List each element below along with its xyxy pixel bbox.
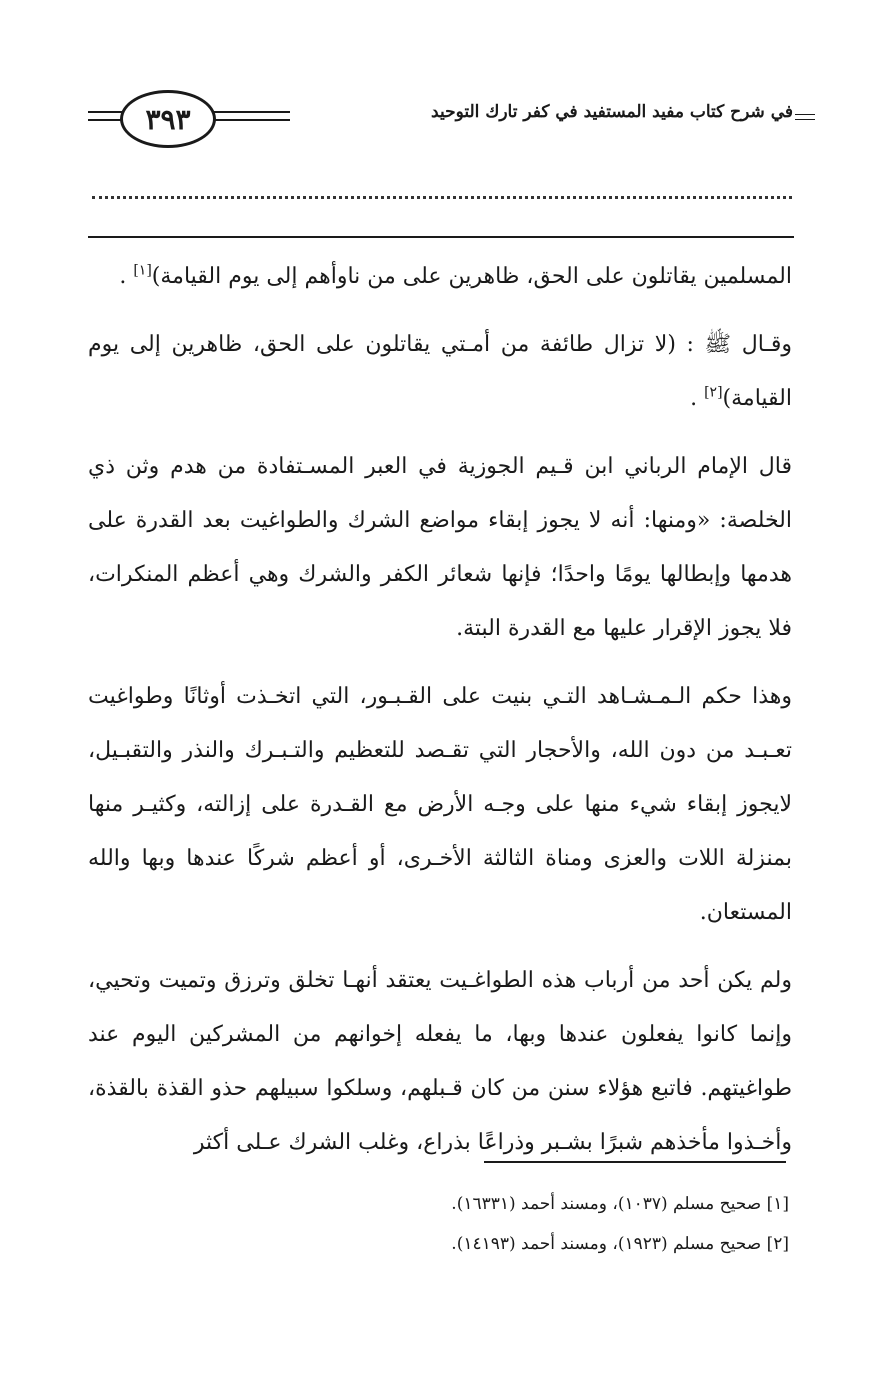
header-rule-right: [795, 114, 815, 120]
text-line: وقـال ﷺ : (لا تزال طائفة من أمـتي يقاتلون على الحق، ظاهرين إلى يوم: [88, 332, 792, 357]
paragraph: [88, 954, 792, 1170]
page-header: [0, 82, 879, 162]
header-rule-left: [88, 111, 122, 121]
text-line: فلا يجوز الإقرار عليها مع القدرة البتة.: [456, 616, 792, 641]
footnote-ref[interactable]: [١]: [133, 262, 152, 279]
main-text: [88, 250, 792, 1170]
footnote: [٢] صحيح مسلم (١٩٢٣)، ومسند أحمد (١٤١٩٣).: [451, 1234, 789, 1254]
text-line: وهذا حكم الـمـشـاهد التـي بنيت على القـبـور، التي اتخـذت أوثانًا: [183, 684, 792, 709]
paragraph: [88, 440, 792, 656]
page-number: ٣٩٣: [120, 90, 216, 148]
footnote: [١] صحيح مسلم (١٠٣٧)، ومسند أحمد (١٦٣٣١).: [451, 1194, 789, 1214]
text-line: قال الإمام الرباني ابن قـيم الجوزية في العبر المسـتفادة من هدم وثن ذي: [88, 454, 792, 479]
text-line: عند طواغيتهم. فاتبع هؤلاء سنن من كان قـبلهم، وسلكوا سبيلهم حذو القذة: [88, 1022, 792, 1101]
text-line: والتقبـيل، لايجوز إبقاء شيء منها على وجـه الأرض مع القـدرة على إزالته،: [88, 738, 793, 817]
paragraph: [88, 670, 792, 940]
text-top-rule: [88, 236, 794, 238]
text-line: القيامة): [722, 386, 792, 411]
text-line: وتحيي، وإنما كانوا يفعلون عندها وبها، ما يفعله إخوانهم من المشركين اليوم: [88, 968, 792, 1047]
text-line: الخلصة: «ومنها: أنه لا يجوز إبقاء مواضع الشرك والطواغيت بعد القدرة على: [88, 508, 792, 533]
paragraph: [88, 318, 792, 426]
footnote-separator: [484, 1161, 786, 1163]
text-line: المسلمين يقاتلون على الحق، ظاهرين على من ناوأهم إلى يوم القيامة): [151, 264, 792, 289]
text-line: وبها والله المستعان.: [88, 846, 792, 925]
line-tail: .: [119, 264, 134, 289]
text-line: ولم يكن أحد من أرباب هذه الطواغـيت يعتقد أنهـا تخلق وترزق وتميت: [158, 968, 792, 993]
text-line: وكثيـر منها بمنزلة اللات والعزى ومناة الثالثة الأخـرى، أو أعظم شركًا عندها: [88, 792, 792, 871]
footnotes: [89, 1184, 789, 1264]
paragraph: [88, 250, 792, 304]
text-line: بالقذة، وأخـذوا مأخذهم شبرًا بشـبر وذراعًا بذراع، وغلب الشرك عـلى أكثر: [88, 1076, 792, 1155]
footnote-ref[interactable]: [٢]: [704, 384, 723, 401]
dotted-divider: [92, 196, 792, 199]
text-line: وطواغيت تعـبـد من دون الله، والأحجار التي تقـصد للتعظيم والتـبـرك والنذر: [88, 684, 793, 763]
text-line: هدمها وإبطالها يومًا واحدًا؛ فإنها شعائر الكفر والشرك وهي أعظم المنكرات،: [88, 562, 792, 587]
line-tail: .: [690, 386, 705, 411]
running-title: في شرح كتاب مفيد المستفيد في كفر تارك التوحيد: [431, 102, 793, 122]
header-rule-middle: [214, 111, 290, 121]
